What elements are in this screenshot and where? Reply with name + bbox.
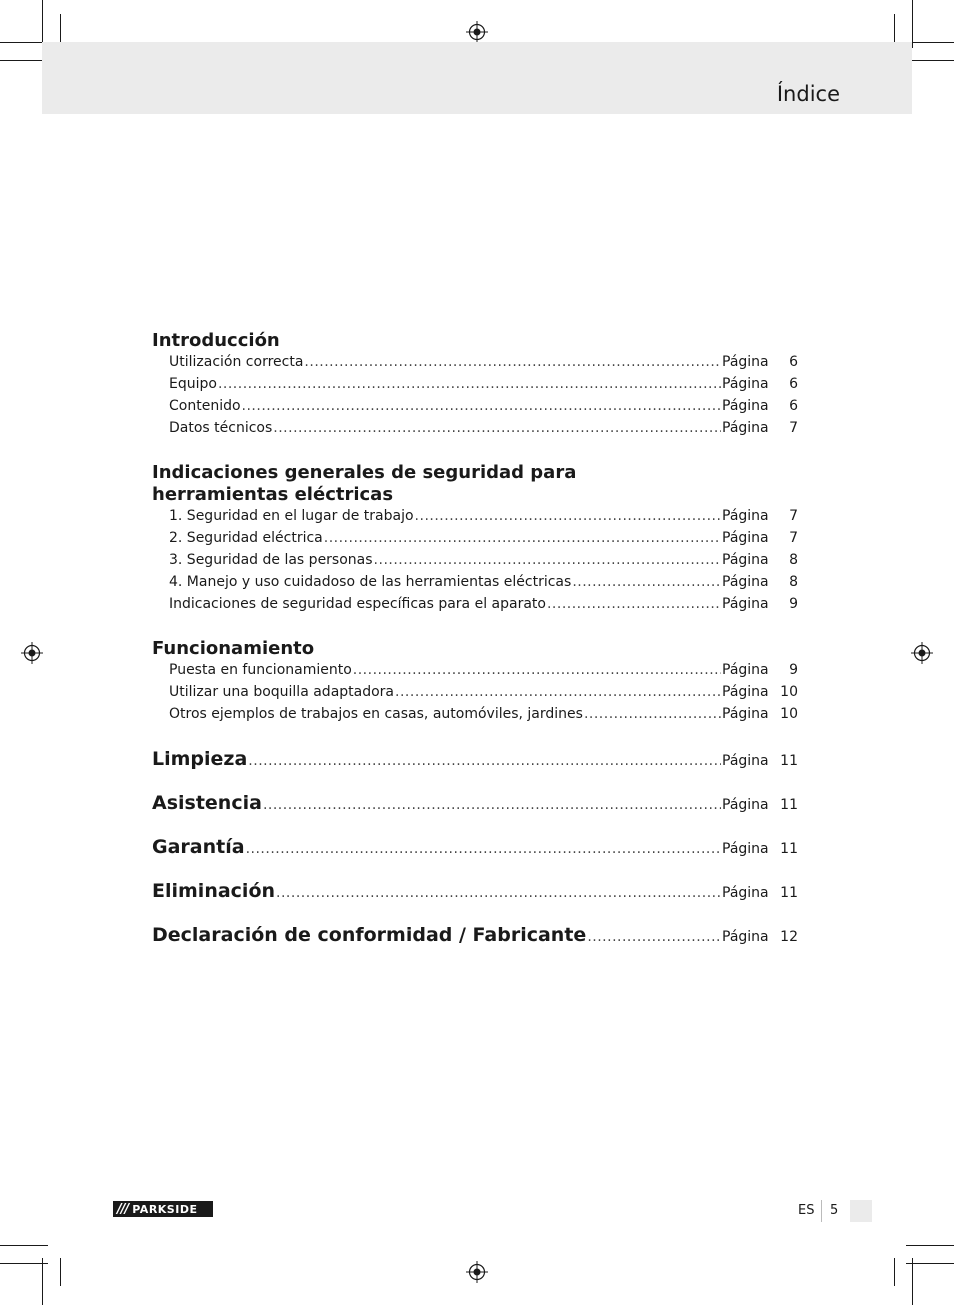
page-title: Índice [776, 82, 840, 106]
page-number: 10 [780, 684, 798, 700]
logo-stripes: /// [117, 1201, 129, 1217]
page-word: Página [722, 398, 769, 414]
footer-divider [821, 1200, 822, 1222]
toc-entry[interactable] [152, 552, 798, 574]
page-number-footer: 5 [830, 1203, 839, 1218]
toc-entry[interactable] [152, 376, 798, 398]
toc-entry-garantia[interactable] [152, 836, 798, 862]
page-number: 8 [789, 552, 798, 568]
toc-entry-asistencia[interactable] [152, 792, 798, 818]
page-word: Página [722, 354, 769, 370]
registration-mark-icon [466, 1261, 488, 1283]
toc-entry-limpieza[interactable] [152, 748, 798, 774]
dot-leader [242, 398, 721, 414]
entry-label: 2. Seguridad eléctrica [169, 530, 323, 546]
dot-leader [218, 376, 721, 392]
page-word: Página [722, 662, 769, 678]
parkside-logo [113, 1201, 213, 1217]
section-title: Indicaciones generales de seguridad para [152, 462, 577, 483]
toc-entry-eliminacion[interactable] [152, 880, 798, 906]
section-title: Garantía [152, 836, 245, 858]
dot-leader [584, 706, 721, 722]
page-word: Página [722, 376, 769, 392]
section-title: Funcionamiento [152, 638, 315, 659]
crop-mark [912, 1258, 913, 1305]
dot-leader [273, 420, 721, 436]
language-code: ES [798, 1203, 815, 1218]
dot-leader [374, 552, 721, 568]
dot-leader [353, 662, 721, 678]
toc-entry[interactable] [152, 420, 798, 442]
page-number: 11 [780, 797, 798, 813]
entry-label: Equipo [169, 376, 217, 392]
toc-section [152, 638, 798, 728]
crop-mark [0, 60, 48, 61]
toc-section [152, 330, 798, 442]
page-number: 11 [780, 885, 798, 901]
entry-label: Utilización correcta [169, 354, 304, 370]
page-word: Página [722, 885, 769, 901]
dot-leader [263, 797, 721, 813]
page-number: 12 [780, 929, 798, 945]
dot-leader [324, 530, 721, 546]
page-number: 11 [780, 841, 798, 857]
toc-entry[interactable] [152, 662, 798, 684]
entry-label: Otros ejemplos de trabajos en casas, automóviles, jardines [169, 706, 583, 722]
registration-mark-icon [466, 21, 488, 43]
crop-mark [912, 0, 913, 48]
section-title: Eliminación [152, 880, 276, 902]
page-number: 9 [789, 662, 798, 678]
page-word: Página [722, 508, 769, 524]
dot-leader [395, 684, 721, 700]
section-title: Limpieza [152, 748, 248, 770]
crop-mark [0, 42, 48, 43]
page-number: 6 [789, 376, 798, 392]
registration-mark-icon [21, 642, 43, 664]
logo-brand: PARKSIDE [132, 1202, 198, 1216]
section-title: Asistencia [152, 792, 262, 814]
page-number: 7 [789, 420, 798, 436]
dot-leader [304, 354, 721, 370]
entry-label: 1. Seguridad en el lugar de trabajo [169, 508, 414, 524]
entry-label: Puesta en funcionamiento [169, 662, 352, 678]
toc-entry[interactable] [152, 398, 798, 420]
toc-entry[interactable] [152, 706, 798, 728]
page-number: 9 [789, 596, 798, 612]
page-number: 11 [780, 753, 798, 769]
toc-entry[interactable] [152, 684, 798, 706]
dot-leader [415, 508, 721, 524]
entry-label: Datos técnicos [169, 420, 273, 436]
page-word: Página [722, 929, 769, 945]
page-word: Página [722, 420, 769, 436]
entry-label: Utilizar una boquilla adaptadora [169, 684, 395, 700]
crop-mark [0, 1263, 48, 1264]
toc-entry[interactable] [152, 596, 798, 618]
page-word: Página [722, 753, 769, 769]
crop-mark [906, 1245, 954, 1246]
page-word: Página [722, 530, 769, 546]
crop-mark [906, 42, 954, 43]
crop-mark [0, 1245, 48, 1246]
toc-section [152, 462, 798, 618]
page-word: Página [722, 706, 769, 722]
page-word: Página [722, 841, 769, 857]
page-word: Página [722, 596, 769, 612]
entry-label: Contenido [169, 398, 241, 414]
page-number: 7 [789, 508, 798, 524]
page-number: 10 [780, 706, 798, 722]
section-title: Declaración de conformidad / Fabricante [152, 924, 587, 946]
entry-label: 4. Manejo y uso cuidadoso de las herramientas eléctricas [169, 574, 572, 590]
toc-entry[interactable] [152, 354, 798, 376]
crop-mark [894, 1258, 895, 1286]
page-word: Página [722, 684, 769, 700]
section-title-continued: herramientas eléctricas [152, 484, 394, 505]
page-number: 6 [789, 398, 798, 414]
crop-mark [60, 1258, 61, 1286]
crop-mark [906, 1263, 954, 1264]
dot-leader [572, 574, 721, 590]
page-number: 6 [789, 354, 798, 370]
dot-leader [276, 885, 721, 901]
registration-mark-icon [911, 642, 933, 664]
crop-mark [906, 60, 954, 61]
dot-leader [587, 929, 721, 945]
toc-entry[interactable] [152, 574, 798, 596]
table-of-contents [152, 330, 798, 950]
crop-mark [42, 0, 43, 48]
page-word: Página [722, 552, 769, 568]
page-word: Página [722, 574, 769, 590]
page-word: Página [722, 797, 769, 813]
page-number: 8 [789, 574, 798, 590]
footer-tab [850, 1200, 872, 1222]
entry-label: 3. Seguridad de las personas [169, 552, 373, 568]
toc-entry-declaracion[interactable] [152, 924, 798, 950]
section-title: Introducción [152, 330, 280, 351]
toc-entry[interactable] [152, 530, 798, 552]
entry-label: Indicaciones de seguridad específicas para el aparato [169, 596, 546, 612]
header-band [42, 42, 912, 114]
toc-entry[interactable] [152, 508, 798, 530]
dot-leader [248, 753, 721, 769]
dot-leader [547, 596, 721, 612]
crop-mark [42, 1258, 43, 1305]
dot-leader [246, 841, 721, 857]
page-number: 7 [789, 530, 798, 546]
